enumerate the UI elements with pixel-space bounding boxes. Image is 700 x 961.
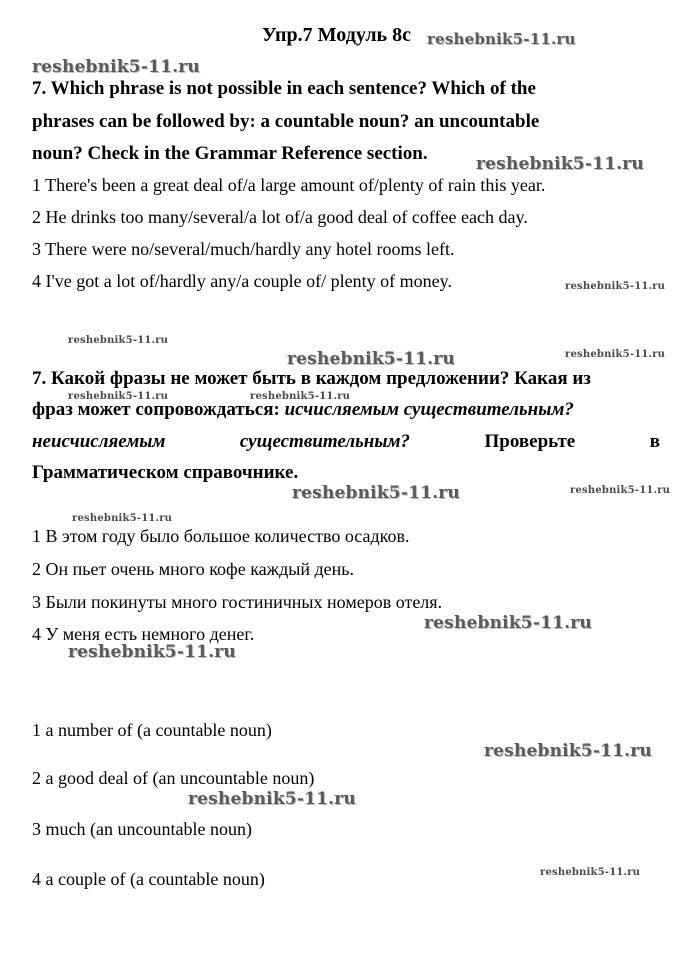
watermark: reshebnik5-11.ru	[565, 281, 666, 292]
task-heading-line: Грамматическом справочнике.	[32, 462, 299, 483]
watermark: reshebnik5-11.ru	[424, 613, 592, 633]
task-heading-word: существительным?	[239, 431, 411, 452]
exercise-sentence: 1 There's been a great deal of/a large amount of/plenty of rain this year.	[32, 175, 546, 195]
exercise-sentence: 4 I've got a lot of/hardly any/a couple of/ plenty of money.	[32, 271, 452, 291]
task-heading-line: 7. Which phrase is not possible in each sentence? Which of the	[32, 78, 536, 99]
watermark: reshebnik5-11.ru	[484, 741, 652, 761]
task-heading-word: Проверьте	[484, 431, 576, 452]
watermark: reshebnik5-11.ru	[292, 483, 460, 503]
exercise-sentence: 2 Он пьет очень много кофе каждый день.	[32, 559, 354, 579]
task-heading-text: фраз может сопровождаться:	[32, 399, 285, 420]
watermark: reshebnik5-11.ru	[250, 391, 351, 402]
task-heading-line	[32, 431, 660, 453]
task-heading-line	[32, 399, 574, 421]
watermark: reshebnik5-11.ru	[287, 349, 455, 369]
task-heading-word: неисчисляемым	[32, 431, 166, 452]
answer-line: 4 a couple of (a countable noun)	[32, 869, 265, 889]
task-heading-line: noun? Check in the Grammar Reference section.	[32, 143, 428, 164]
exercise-sentence: 4 У меня есть немного денег.	[32, 624, 255, 644]
watermark: reshebnik5-11.ru	[427, 30, 576, 48]
exercise-sentence: 3 Были покинуты много гостиничных номеров отеля.	[32, 592, 443, 612]
exercise-sentence: 1 В этом году было большое количество осадков.	[32, 526, 410, 546]
watermark: reshebnik5-11.ru	[32, 57, 200, 77]
watermark: reshebnik5-11.ru	[540, 867, 641, 878]
exercise-sentence: 3 There were no/several/much/hardly any hotel rooms left.	[32, 239, 455, 259]
answer-line: 2 a good deal of (an uncountable noun)	[32, 768, 315, 788]
watermark: reshebnik5-11.ru	[570, 485, 671, 496]
answer-line: 1 a number of (a countable noun)	[32, 720, 272, 740]
task-heading-italic: исчисляемым существительным?	[284, 399, 574, 420]
task-heading-word: в	[649, 431, 660, 452]
watermark: reshebnik5-11.ru	[188, 789, 356, 809]
watermark: reshebnik5-11.ru	[476, 154, 644, 174]
task-heading-line: phrases can be followed by: a countable noun? an uncountable	[32, 111, 540, 132]
task-heading-line: 7. Какой фразы не может быть в каждом предложении? Какая из	[32, 368, 591, 389]
watermark: reshebnik5-11.ru	[565, 349, 666, 360]
watermark: reshebnik5-11.ru	[68, 335, 169, 346]
watermark: reshebnik5-11.ru	[72, 513, 173, 524]
watermark: reshebnik5-11.ru	[68, 642, 236, 662]
answer-line: 3 much (an uncountable noun)	[32, 819, 252, 839]
page-title: Упр.7 Модуль 8с	[262, 24, 412, 46]
watermark: reshebnik5-11.ru	[68, 391, 169, 402]
exercise-sentence: 2 He drinks too many/several/a lot of/a good deal of coffee each day.	[32, 207, 528, 227]
